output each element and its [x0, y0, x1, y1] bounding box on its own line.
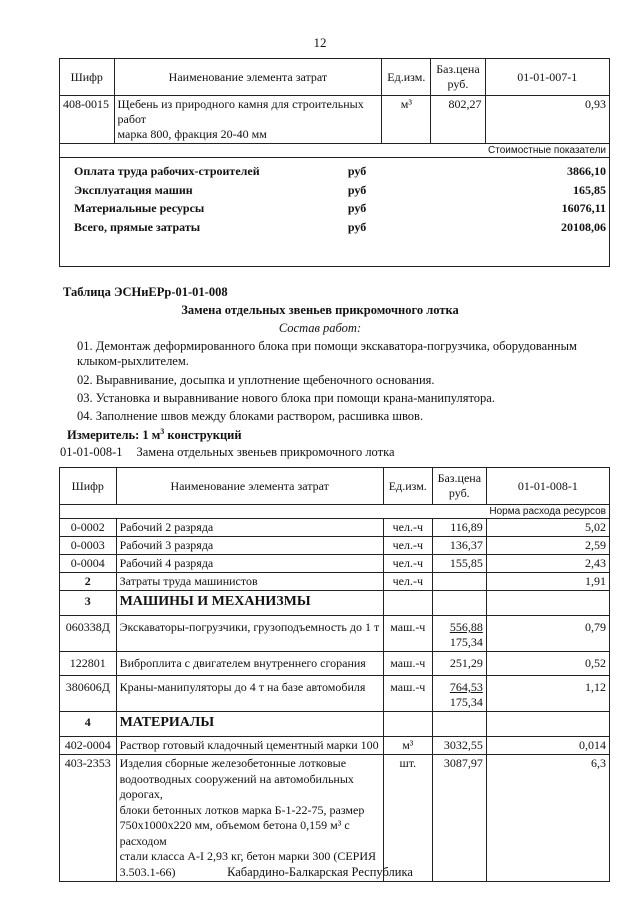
row-value: 0,79: [486, 616, 609, 652]
table-header: [60, 59, 610, 96]
table-row: [60, 573, 610, 591]
row-value: 1,91: [486, 573, 609, 591]
cost-label-row: [60, 144, 610, 158]
meter: Измеритель: 1 $м^3$ конструкций: [67, 427, 242, 443]
header-unit: Ед.изм.: [383, 468, 432, 505]
header-code-col: 01-01-007-1: [485, 59, 609, 96]
row-value: 0,014: [486, 737, 609, 755]
header-price: Баз.цена руб.: [432, 468, 486, 505]
cost-name: Всего, прямые затраты: [74, 219, 201, 234]
row-code: 403-2353: [60, 755, 117, 882]
table-row: [60, 555, 610, 573]
table-row: [60, 755, 610, 882]
row-price: [432, 573, 486, 591]
cost-unit: руб: [347, 201, 367, 215]
table-row: [60, 519, 610, 537]
work-item: клыком-рыхлителем.: [77, 354, 189, 368]
row-name: Экскаваторы-погрузчики, грузоподъемность до 1 т: [116, 616, 383, 652]
section-code: 3: [60, 591, 117, 616]
row-price: 764,53 175,34: [432, 676, 486, 712]
table-row: [60, 537, 610, 555]
row-value: 0,52: [486, 652, 609, 676]
footer-region: Кабардино-Балкарская Республика: [227, 865, 413, 879]
row-code: 408-0015: [60, 96, 115, 144]
row-price: 136,37: [432, 537, 486, 555]
row-code: 0-0002: [60, 519, 117, 537]
row-value: 2,43: [486, 555, 609, 573]
row-name: Краны-манипуляторы до 4 т на базе автомобиля: [116, 676, 383, 712]
row-code: 0-0003: [60, 537, 117, 555]
row-name: Рабочий 4 разряда: [116, 555, 383, 573]
row-value: 5,02: [486, 519, 609, 537]
row-unit: чел.-ч: [383, 555, 432, 573]
work-item: 03. Установка и выравнивание нового блока при помощи крана-манипулятора.: [77, 391, 495, 405]
row-price: 3087,97: [432, 755, 486, 882]
cost-label: Стоимостные показатели: [485, 144, 609, 158]
section-code: 4: [60, 712, 117, 737]
norm-label: Норма расхода ресурсов: [486, 505, 609, 519]
row-unit: чел.-ч: [383, 573, 432, 591]
section-name: МАШИНЫ И МЕХАНИЗМЫ: [116, 591, 383, 616]
norm-label-row: [60, 505, 610, 519]
row-unit: м³: [383, 737, 432, 755]
row-code: 060338Д: [60, 616, 117, 652]
section-subtitle: Замена отдельных звеньев прикромочного лотка: [181, 303, 459, 317]
header-name: Наименование элемента затрат: [114, 59, 382, 96]
row-value: 2,59: [486, 537, 609, 555]
item-name: Замена отдельных звеньев прикромочного лотка: [136, 445, 395, 459]
row-unit: чел.-ч: [383, 537, 432, 555]
row-name: Виброплита с двигателем внутреннего сгорания: [116, 652, 383, 676]
row-code: 122801: [60, 652, 117, 676]
row-unit: шт.: [383, 755, 432, 882]
cost-value: 3866,10: [567, 164, 606, 178]
table-row: [60, 737, 610, 755]
header-code: Шифр: [60, 468, 117, 505]
header-code: Шифр: [60, 59, 115, 96]
row-price: 802,27: [431, 96, 485, 144]
work-item: 04. Заполнение швов между блоками раствором, расшивка швов.: [77, 409, 424, 423]
row-code: 402-0004: [60, 737, 117, 755]
cost-name: Оплата труда рабочих-строителей: [74, 164, 260, 178]
cost-value: 165,85: [573, 182, 606, 197]
cost-block: [60, 158, 610, 267]
cost-name: Эксплуатация машин: [74, 182, 193, 197]
row-value: 6,3: [486, 755, 609, 882]
header-code-col: 01-01-008-1: [486, 468, 609, 505]
table-row: [60, 96, 610, 144]
work-item: 01. Демонтаж деформированного блока при помощи экскаватора-погрузчика, оборудованным: [77, 339, 577, 353]
section-row: [60, 591, 610, 616]
header-name: Наименование элемента затрат: [116, 468, 383, 505]
resource-table-2: [59, 467, 610, 882]
page-number: 12: [313, 35, 327, 50]
work-item: 02. Выравнивание, досыпка и уплотнение щебеночного основания.: [77, 373, 435, 387]
header-price: Баз.цена руб.: [431, 59, 485, 96]
cost-unit: руб: [347, 164, 367, 178]
table-title: Таблица ЭСНиЕРр-01-01-008: [63, 285, 228, 299]
item-code: 01-01-008-1: [60, 445, 123, 459]
cost-value: 20108,06: [561, 219, 606, 234]
row-unit: чел.-ч: [383, 519, 432, 537]
row-value: 0,93: [485, 96, 609, 144]
cost-value: 16076,11: [561, 201, 606, 215]
header-unit: Ед.изм.: [382, 59, 431, 96]
row-name: Изделия сборные железобетонные лотковые водоотводных сооружений на автомобильных дорогах, блоки бетонных лотков марка Б-1-22-75, размер 750х1000х220 мм, объемом бетона 0,159 м³ с расходом стали класса А-I 2,93 кг, бетон марки 300 (СЕРИЯ 3.503.1-66): [116, 755, 383, 882]
composition-heading: Состав работ:: [278, 321, 362, 335]
row-unit: маш.-ч: [383, 676, 432, 712]
row-price: 251,29: [432, 652, 486, 676]
item-line: [60, 445, 395, 460]
row-price: 556,88 175,34: [432, 616, 486, 652]
row-name: Щебень из природного камня для строительных работ марка 800, фракция 20-40 мм: [114, 96, 382, 144]
row-code: 380606Д: [60, 676, 117, 712]
table-row: [60, 652, 610, 676]
table-header: [60, 468, 610, 505]
row-unit: маш.-ч: [383, 652, 432, 676]
cost-unit: руб: [347, 182, 367, 197]
row-code: 2: [60, 573, 117, 591]
row-price: 155,85: [432, 555, 486, 573]
table-row: [60, 676, 610, 712]
section-row: [60, 712, 610, 737]
row-value: 1,12: [486, 676, 609, 712]
row-price: 3032,55: [432, 737, 486, 755]
row-name: Раствор готовый кладочный цементный марки 100: [116, 737, 383, 755]
row-unit: маш.-ч: [383, 616, 432, 652]
row-unit: м³: [382, 96, 431, 144]
cost-name: Материальные ресурсы: [74, 201, 205, 215]
row-name: Рабочий 3 разряда: [116, 537, 383, 555]
cost-unit: руб: [347, 219, 367, 234]
row-name: Рабочий 2 разряда: [116, 519, 383, 537]
row-price: 116,89: [432, 519, 486, 537]
row-code: 0-0004: [60, 555, 117, 573]
row-name: Затраты труда машинистов: [116, 573, 383, 591]
table-row: [60, 616, 610, 652]
resource-table-1: [59, 58, 610, 267]
section-name: МАТЕРИАЛЫ: [116, 712, 383, 737]
